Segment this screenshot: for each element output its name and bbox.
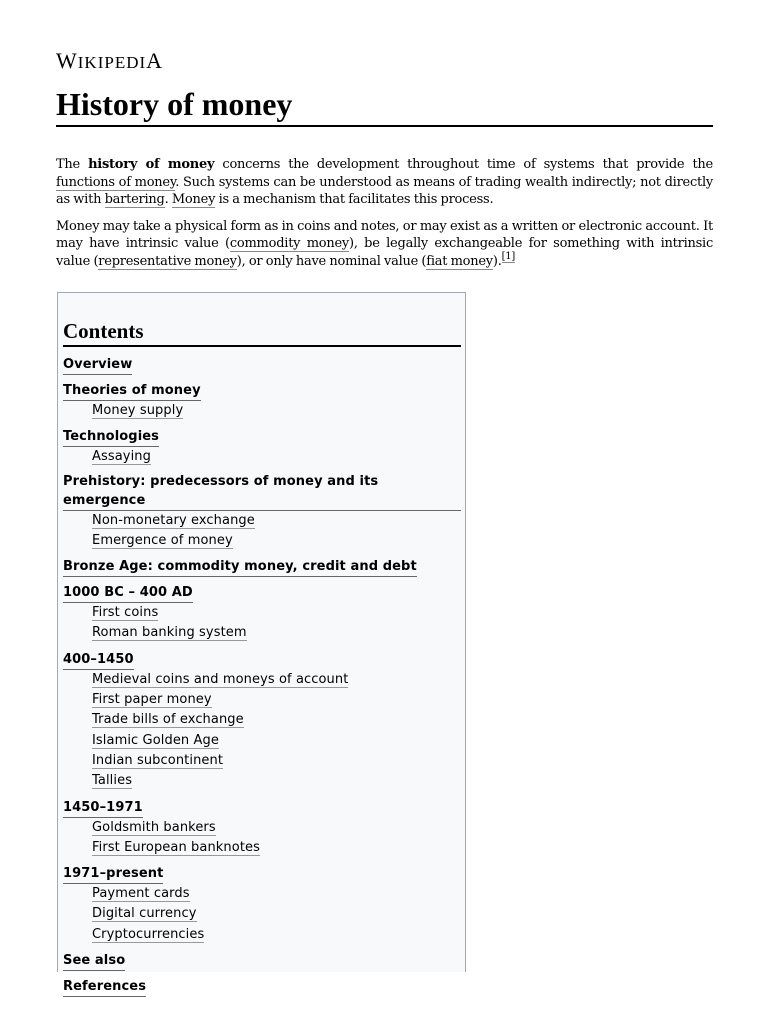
wordmark-final: A (146, 48, 164, 73)
toc-subsection-link[interactable]: Tallies (92, 773, 133, 789)
toc-section-link[interactable]: 1000 BC – 400 AD (63, 583, 193, 603)
toc-subsection (92, 731, 461, 751)
toc-subsection-link[interactable]: Assaying (92, 449, 152, 465)
toc-subsection (92, 818, 461, 838)
toc-section (63, 379, 461, 421)
toc-subsection-link[interactable]: First coins (92, 605, 159, 621)
toc-subsection-link[interactable]: Payment cards (92, 886, 190, 902)
toc-subsection (92, 603, 461, 623)
toc-section-link[interactable]: See also (63, 951, 125, 971)
toc-subsection-link[interactable]: Cryptocurrencies (92, 926, 205, 942)
toc-section (63, 862, 461, 945)
toc-subsection-link[interactable]: Trade bills of exchange (92, 712, 244, 728)
toc-section-link[interactable]: Prehistory: predecessors of money and its emergence (63, 472, 461, 511)
toc-subsection-link[interactable]: Goldsmith bankers (92, 819, 216, 835)
toc-section (63, 949, 461, 971)
text-run: Money may take a physical form as in coins and notes, or may exist as a written or electronic account. It may have intrinsic value ( (56, 218, 713, 251)
toc-title: Contents (63, 318, 461, 347)
toc-subsection-link[interactable]: Non-monetary exchange (92, 512, 255, 528)
text-run: is a mechanism that facilitates this process. (215, 192, 494, 207)
toc-section-link[interactable]: References (63, 977, 146, 997)
toc-section-link[interactable]: 400–1450 (63, 650, 134, 670)
text-run: . (164, 192, 172, 207)
toc-list (63, 353, 461, 997)
toc-subsection (92, 751, 461, 771)
toc-subsection-link[interactable]: Digital currency (92, 906, 197, 922)
toc-subsection-list (63, 670, 461, 792)
toc-section (63, 581, 461, 644)
toc-subsection (92, 771, 461, 791)
table-of-contents (57, 292, 466, 995)
text-run: ), be legally exchangeable for something with intrinsic value ( (56, 236, 713, 269)
intro-paragraph-1 (56, 156, 713, 209)
toc-section-link[interactable]: Overview (63, 355, 132, 375)
toc-subsection (92, 838, 461, 858)
toc-subsection (92, 401, 461, 421)
wordmark-initial: W (56, 48, 78, 73)
toc-subsection-list (63, 447, 461, 467)
toc-section (63, 555, 461, 577)
bold-term: history of money (88, 157, 215, 172)
wikipedia-wordmark[interactable] (56, 48, 163, 74)
toc-section-link[interactable]: Technologies (63, 427, 159, 447)
toc-subsection-list (63, 603, 461, 644)
wordmark-middle: IKIPEDI (77, 53, 147, 72)
toc-subsection (92, 710, 461, 730)
toc-subsection-list (63, 884, 461, 945)
toc-subsection (92, 623, 461, 643)
toc-subsection-link[interactable]: Roman banking system (92, 625, 247, 641)
toc-section-link[interactable]: 1450–1971 (63, 798, 143, 818)
toc-subsection (92, 690, 461, 710)
text-run: concerns the development throughout time of systems that provide the (214, 157, 713, 172)
text-run: ), or only have nominal value ( (236, 253, 427, 269)
toc-subsection-list (63, 818, 461, 859)
toc-subsection-list (63, 401, 461, 421)
link-representative-money[interactable]: representative money (98, 253, 237, 269)
intro-paragraph-2 (56, 218, 713, 271)
toc-section (63, 472, 461, 552)
toc-subsection (92, 531, 461, 551)
toc-subsection-link[interactable]: Emergence of money (92, 532, 233, 548)
toc-subsection-link[interactable]: Islamic Golden Age (92, 732, 219, 748)
toc-section-link[interactable]: Theories of money (63, 381, 201, 401)
toc-subsection-link[interactable]: Medieval coins and moneys of account (92, 671, 349, 687)
toc-subsection-link[interactable]: First paper money (92, 692, 212, 708)
toc-section (63, 425, 461, 467)
link-commodity-money[interactable]: commodity money (229, 236, 350, 251)
toc-subsection (92, 511, 461, 531)
toc-subsection (92, 670, 461, 690)
toc-section (63, 796, 461, 859)
link-bartering[interactable]: bartering (104, 192, 165, 207)
page-title: History of money (56, 84, 713, 127)
toc-subsection (92, 447, 461, 467)
toc-subsection-link[interactable]: Indian subcontinent (92, 752, 224, 768)
link-fiat-money[interactable]: fiat money (426, 253, 493, 269)
toc-section-link[interactable]: Bronze Age: commodity money, credit and debt (63, 557, 417, 577)
link-money[interactable]: Money (171, 192, 216, 207)
text-run: ). (492, 253, 502, 269)
toc-subsection (92, 904, 461, 924)
toc-subsection (92, 884, 461, 904)
link-functions-of-money[interactable]: functions of money (56, 174, 176, 190)
text-run: . Such systems can be understood as means of trading wealth indirectly; not directly as with (56, 174, 713, 207)
toc-subsection (92, 925, 461, 945)
toc-section (63, 648, 461, 792)
reference-link[interactable]: [1] (501, 251, 516, 263)
toc-subsection-link[interactable]: First European banknotes (92, 839, 260, 855)
toc-section (63, 975, 461, 997)
article-intro (56, 156, 713, 279)
text-run: The (56, 157, 89, 172)
toc-subsection-link[interactable]: Money supply (92, 403, 184, 418)
toc-section (63, 353, 461, 375)
toc-subsection-list (63, 511, 461, 552)
toc-section-link[interactable]: 1971–present (63, 864, 163, 884)
